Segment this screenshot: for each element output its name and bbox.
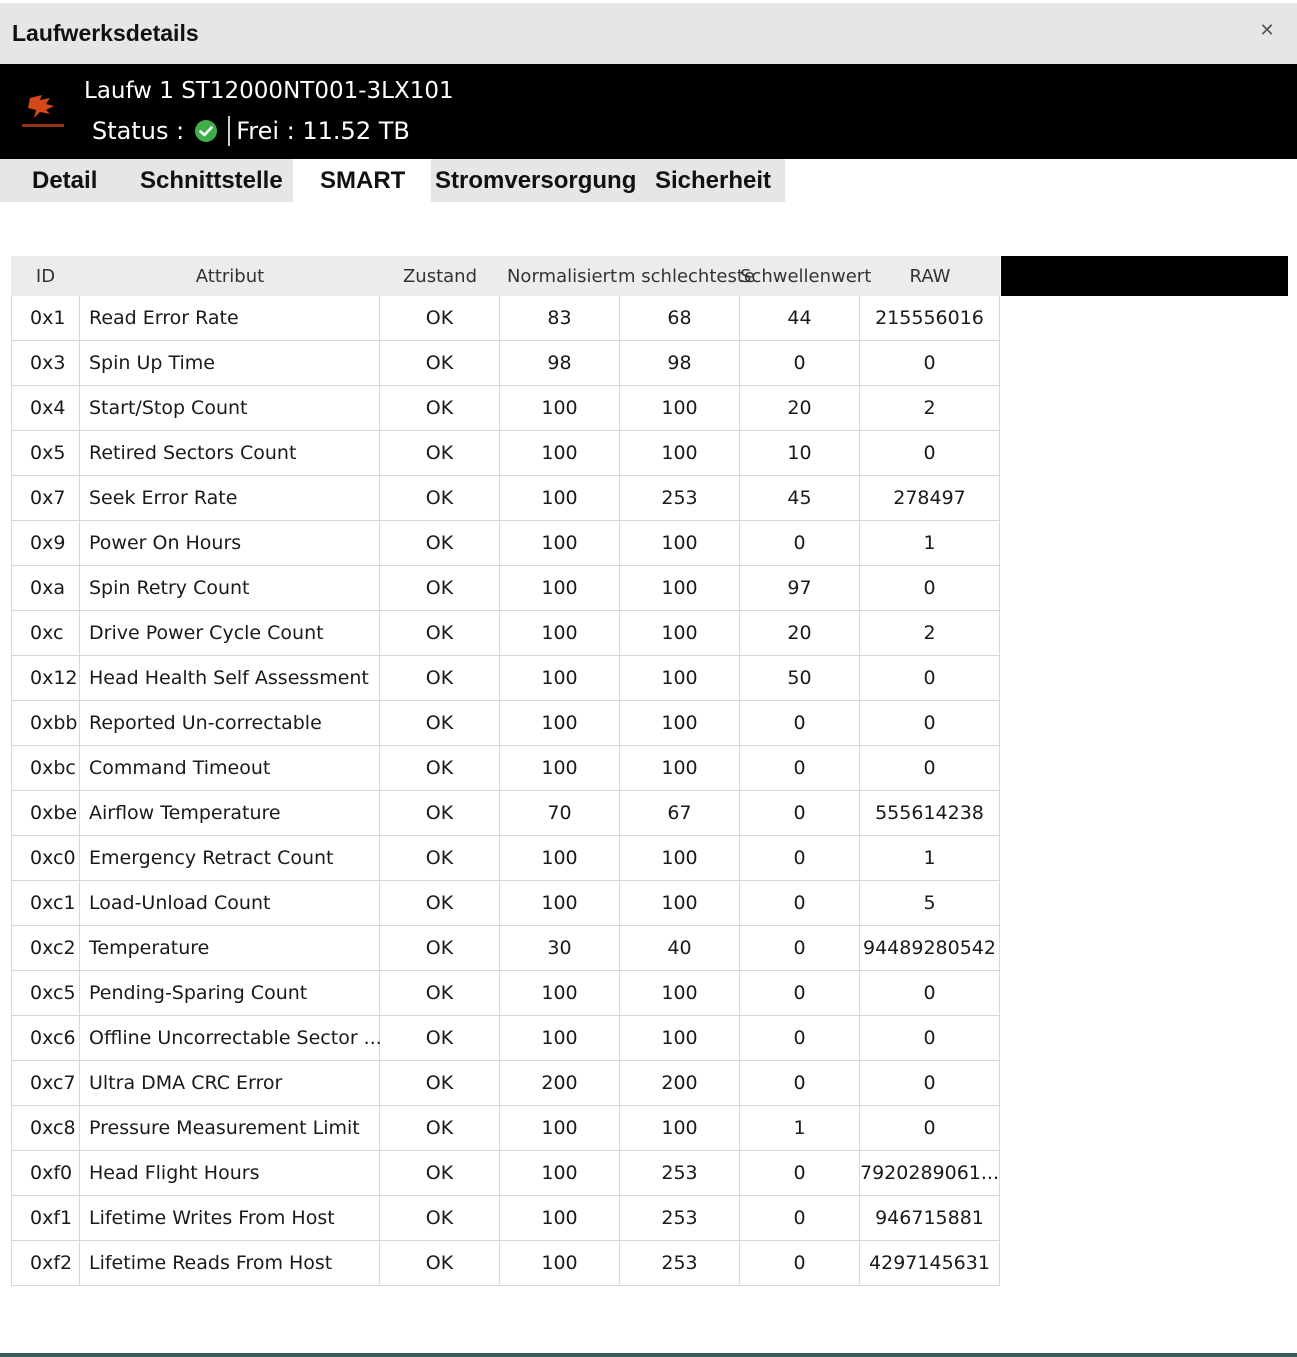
cell-normalisiert: 100	[500, 611, 620, 656]
table-row[interactable]	[11, 971, 1000, 1016]
cell-id: 0xc	[11, 611, 80, 656]
cell-zustand: OK	[380, 1106, 500, 1151]
col-schwellenwert[interactable]: Schwellenwert	[740, 266, 872, 287]
title-bar	[0, 0, 1297, 64]
cell-raw: 1	[860, 521, 1000, 566]
cell-attribut: Head Health Self Assessment	[80, 656, 380, 701]
cell-normalisiert: 100	[500, 476, 620, 521]
cell-id: 0xf1	[11, 1196, 80, 1241]
cell-zustand: OK	[380, 1151, 500, 1196]
tab-stromversorgung[interactable]: Stromversorgung	[435, 167, 637, 194]
cell-id: 0xbc	[11, 746, 80, 791]
cell-id: 0xbb	[11, 701, 80, 746]
cell-attribut: Load-Unload Count	[80, 881, 380, 926]
cell-zustand: OK	[380, 386, 500, 431]
window-bottom-border	[0, 1353, 1297, 1357]
cell-id: 0xc7	[11, 1061, 80, 1106]
cell-schlechteste: 100	[620, 431, 740, 476]
cell-zustand: OK	[380, 476, 500, 521]
cell-id: 0x9	[11, 521, 80, 566]
cell-schlechteste: 100	[620, 1016, 740, 1061]
cell-attribut: Reported Un-correctable	[80, 701, 380, 746]
col-zustand[interactable]: Zustand	[402, 266, 478, 287]
cell-schwellenwert: 0	[740, 881, 860, 926]
cell-zustand: OK	[380, 971, 500, 1016]
cell-schwellenwert: 0	[740, 971, 860, 1016]
cell-raw: 555614238	[860, 791, 1000, 836]
cell-normalisiert: 100	[500, 431, 620, 476]
cell-raw: 278497	[860, 476, 1000, 521]
cell-zustand: OK	[380, 836, 500, 881]
drive-label: Laufw 1	[84, 78, 174, 104]
cell-schlechteste: 253	[620, 1196, 740, 1241]
cell-zustand: OK	[380, 1241, 500, 1286]
cell-zustand: OK	[380, 566, 500, 611]
drive-model: ST12000NT001-3LX101	[181, 78, 454, 104]
table-row[interactable]	[11, 341, 1000, 386]
cell-schwellenwert: 0	[740, 521, 860, 566]
table-row[interactable]	[11, 521, 1000, 566]
cell-attribut: Power On Hours	[80, 521, 380, 566]
cell-normalisiert: 70	[500, 791, 620, 836]
table-row[interactable]	[11, 701, 1000, 746]
cell-id: 0x3	[11, 341, 80, 386]
cell-zustand: OK	[380, 1016, 500, 1061]
table-row[interactable]	[11, 1151, 1000, 1196]
cell-normalisiert: 100	[500, 701, 620, 746]
col-raw[interactable]: RAW	[909, 266, 951, 287]
cell-id: 0xf2	[11, 1241, 80, 1286]
firecuda-logo	[20, 92, 66, 132]
cell-attribut: Drive Power Cycle Count	[80, 611, 380, 656]
cell-raw: 94489280542	[860, 926, 1000, 971]
col-id[interactable]: ID	[35, 266, 56, 287]
free-space: Frei : 11.52 TB	[236, 117, 410, 145]
cell-raw: 2	[860, 386, 1000, 431]
cell-attribut: Airflow Temperature	[80, 791, 380, 836]
cell-zustand: OK	[380, 341, 500, 386]
cell-id: 0xc6	[11, 1016, 80, 1061]
cell-schlechteste: 100	[620, 746, 740, 791]
cell-zustand: OK	[380, 701, 500, 746]
cell-normalisiert: 100	[500, 386, 620, 431]
cell-normalisiert: 30	[500, 926, 620, 971]
table-row[interactable]	[11, 431, 1000, 476]
cell-normalisiert: 100	[500, 971, 620, 1016]
cell-raw: 0	[860, 1061, 1000, 1106]
cell-raw: 0	[860, 431, 1000, 476]
cell-schwellenwert: 44	[740, 296, 860, 341]
tab-detail[interactable]: Detail	[32, 167, 98, 194]
cell-schwellenwert: 0	[740, 746, 860, 791]
cell-schlechteste: 40	[620, 926, 740, 971]
cell-attribut: Read Error Rate	[80, 296, 380, 341]
table-header	[11, 256, 1000, 296]
cell-normalisiert: 98	[500, 341, 620, 386]
cell-schwellenwert: 0	[740, 926, 860, 971]
cell-schlechteste: 253	[620, 476, 740, 521]
status-separator	[228, 116, 230, 146]
cell-raw: 0	[860, 341, 1000, 386]
cell-zustand: OK	[380, 611, 500, 656]
cell-attribut: Spin Retry Count	[80, 566, 380, 611]
cell-schwellenwert: 0	[740, 1061, 860, 1106]
cell-schwellenwert: 97	[740, 566, 860, 611]
cell-id: 0xa	[11, 566, 80, 611]
table-row[interactable]	[11, 476, 1000, 521]
cell-schlechteste: 100	[620, 971, 740, 1016]
check-circle-icon	[194, 119, 218, 143]
cell-schlechteste: 100	[620, 836, 740, 881]
cell-raw: 0	[860, 746, 1000, 791]
cell-schlechteste: 67	[620, 791, 740, 836]
cell-normalisiert: 100	[500, 566, 620, 611]
cell-zustand: OK	[380, 431, 500, 476]
cell-raw: 0	[860, 971, 1000, 1016]
cell-schlechteste: 68	[620, 296, 740, 341]
cell-attribut: Head Flight Hours	[80, 1151, 380, 1196]
cell-schlechteste: 200	[620, 1061, 740, 1106]
table-row[interactable]	[11, 1016, 1000, 1061]
table-row[interactable]	[11, 611, 1000, 656]
cell-raw: 2	[860, 611, 1000, 656]
cell-attribut: Offline Uncorrectable Sector ...	[80, 1016, 380, 1061]
cell-id: 0x12	[11, 656, 80, 701]
tab-smart[interactable]: SMART	[293, 159, 431, 202]
cell-schwellenwert: 0	[740, 1016, 860, 1061]
cell-raw: 946715881	[860, 1196, 1000, 1241]
cell-zustand: OK	[380, 656, 500, 701]
table-row[interactable]	[11, 926, 1000, 971]
cell-id: 0xbe	[11, 791, 80, 836]
cell-schwellenwert: 10	[740, 431, 860, 476]
cell-normalisiert: 100	[500, 1151, 620, 1196]
status-line	[92, 116, 410, 146]
cell-schwellenwert: 0	[740, 1151, 860, 1196]
cell-schlechteste: 100	[620, 521, 740, 566]
cell-id: 0x7	[11, 476, 80, 521]
cell-zustand: OK	[380, 881, 500, 926]
cell-raw: 215556016	[860, 296, 1000, 341]
cell-schlechteste: 100	[620, 1106, 740, 1151]
cell-id: 0x5	[11, 431, 80, 476]
cell-attribut: Spin Up Time	[80, 341, 380, 386]
cell-attribut: Seek Error Rate	[80, 476, 380, 521]
cell-raw: 4297145631	[860, 1241, 1000, 1286]
header-filler	[1001, 256, 1288, 296]
cell-raw: 0	[860, 566, 1000, 611]
cell-zustand: OK	[380, 926, 500, 971]
cell-id: 0xc2	[11, 926, 80, 971]
cell-schwellenwert: 0	[740, 341, 860, 386]
cell-attribut: Temperature	[80, 926, 380, 971]
cell-raw: 7920289061...	[860, 1151, 1000, 1196]
cell-schlechteste: 100	[620, 881, 740, 926]
cell-attribut: Lifetime Writes From Host	[80, 1196, 380, 1241]
drive-header	[0, 64, 1297, 159]
window-title: Laufwerksdetails	[12, 20, 199, 46]
col-attribut[interactable]: Attribut	[195, 266, 265, 287]
cell-attribut: Pressure Measurement Limit	[80, 1106, 380, 1151]
col-normalisiert[interactable]: Normalisiert	[506, 266, 618, 287]
table-row[interactable]	[11, 386, 1000, 431]
cell-id: 0xc1	[11, 881, 80, 926]
cell-attribut: Start/Stop Count	[80, 386, 380, 431]
close-icon[interactable]: ✕	[1259, 20, 1275, 41]
cell-schwellenwert: 45	[740, 476, 860, 521]
cell-id: 0x1	[11, 296, 80, 341]
cell-schwellenwert: 0	[740, 1241, 860, 1286]
table-row[interactable]	[11, 1061, 1000, 1106]
cell-attribut: Pending-Sparing Count	[80, 971, 380, 1016]
table-row[interactable]	[11, 881, 1000, 926]
cell-attribut: Emergency Retract Count	[80, 836, 380, 881]
cell-zustand: OK	[380, 746, 500, 791]
table-row[interactable]	[11, 791, 1000, 836]
cell-normalisiert: 100	[500, 1196, 620, 1241]
status-label: Status :	[92, 117, 185, 145]
cell-schwellenwert: 20	[740, 386, 860, 431]
cell-id: 0xc0	[11, 836, 80, 881]
cell-raw: 1	[860, 836, 1000, 881]
cell-normalisiert: 100	[500, 1016, 620, 1061]
cell-normalisiert: 100	[500, 1106, 620, 1151]
cell-attribut: Command Timeout	[80, 746, 380, 791]
cell-schlechteste: 98	[620, 341, 740, 386]
cell-normalisiert: 100	[500, 881, 620, 926]
cell-raw: 5	[860, 881, 1000, 926]
cell-schwellenwert: 50	[740, 656, 860, 701]
cell-schlechteste: 100	[620, 656, 740, 701]
cell-normalisiert: 200	[500, 1061, 620, 1106]
table-row[interactable]	[11, 1196, 1000, 1241]
cell-normalisiert: 100	[500, 521, 620, 566]
cell-attribut: Ultra DMA CRC Error	[80, 1061, 380, 1106]
cell-schwellenwert: 0	[740, 1196, 860, 1241]
cell-attribut: Lifetime Reads From Host	[80, 1241, 380, 1286]
cell-schlechteste: 253	[620, 1151, 740, 1196]
table-row[interactable]	[11, 746, 1000, 791]
table-row[interactable]	[11, 836, 1000, 881]
cell-normalisiert: 100	[500, 656, 620, 701]
tab-sicherheit[interactable]: Sicherheit	[655, 167, 772, 194]
col-schlechteste[interactable]: m schlechteste	[618, 266, 755, 287]
tab-bar	[0, 159, 785, 202]
cell-zustand: OK	[380, 1061, 500, 1106]
cell-normalisiert: 100	[500, 1241, 620, 1286]
cell-id: 0xc8	[11, 1106, 80, 1151]
cell-id: 0xc5	[11, 971, 80, 1016]
cell-zustand: OK	[380, 1196, 500, 1241]
cell-normalisiert: 100	[500, 836, 620, 881]
cell-schwellenwert: 20	[740, 611, 860, 656]
table-row[interactable]	[11, 1106, 1000, 1151]
cell-schwellenwert: 1	[740, 1106, 860, 1151]
cell-id: 0x4	[11, 386, 80, 431]
cell-schlechteste: 100	[620, 566, 740, 611]
cell-raw: 0	[860, 1016, 1000, 1061]
table-row[interactable]	[11, 656, 1000, 701]
cell-raw: 0	[860, 656, 1000, 701]
cell-schlechteste: 100	[620, 386, 740, 431]
cell-raw: 0	[860, 1106, 1000, 1151]
cell-raw: 0	[860, 701, 1000, 746]
cell-schwellenwert: 0	[740, 701, 860, 746]
cell-normalisiert: 83	[500, 296, 620, 341]
table-row[interactable]	[11, 566, 1000, 611]
cell-schlechteste: 100	[620, 611, 740, 656]
cell-zustand: OK	[380, 521, 500, 566]
cell-zustand: OK	[380, 296, 500, 341]
table-row[interactable]	[11, 296, 1000, 341]
cell-schwellenwert: 0	[740, 836, 860, 881]
tab-schnittstelle[interactable]: Schnittstelle	[140, 167, 283, 194]
cell-id: 0xf0	[11, 1151, 80, 1196]
cell-normalisiert: 100	[500, 746, 620, 791]
cell-schwellenwert: 0	[740, 791, 860, 836]
table-row[interactable]	[11, 1241, 1000, 1286]
cell-schlechteste: 100	[620, 701, 740, 746]
drive-title	[84, 78, 454, 104]
cell-schlechteste: 253	[620, 1241, 740, 1286]
cell-attribut: Retired Sectors Count	[80, 431, 380, 476]
cell-zustand: OK	[380, 791, 500, 836]
